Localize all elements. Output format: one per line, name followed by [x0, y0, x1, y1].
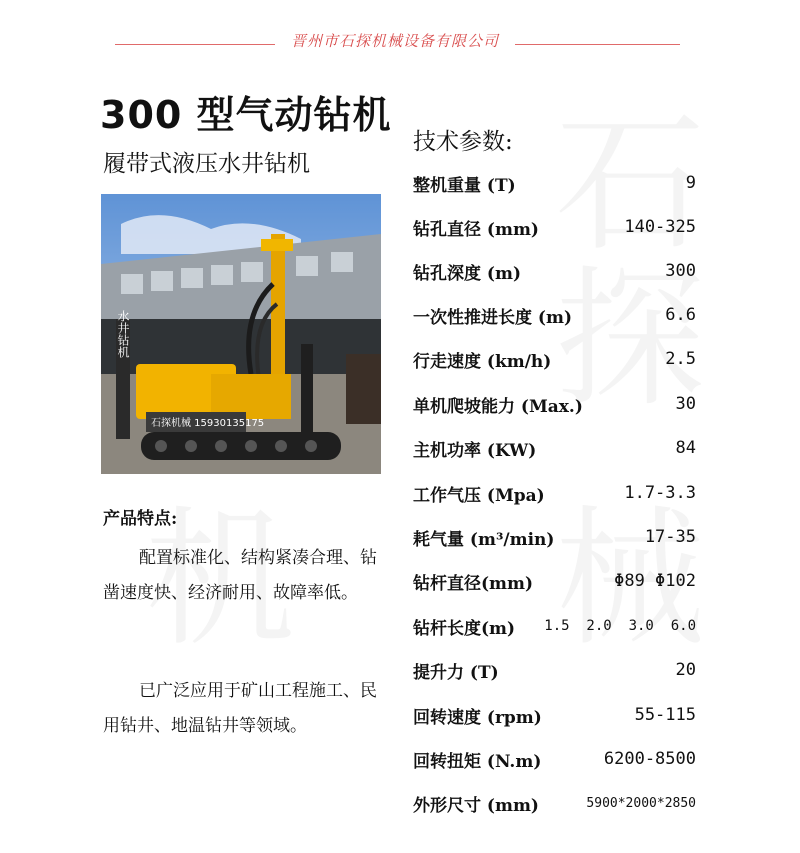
spec-value: 1.5 2.0 3.0 6.0 [544, 618, 696, 634]
spec-label: 主机功率 (KW) [413, 440, 537, 461]
spec-row [413, 344, 696, 374]
spec-value: 9 [685, 173, 696, 193]
spec-value: 30 [675, 394, 696, 414]
photo-plate-text: 石探机械 15930135175 [151, 418, 265, 429]
spec-value: 300 [665, 261, 696, 281]
spec-row [413, 566, 696, 596]
specs-heading: 技术参数: [413, 129, 513, 155]
spec-label: 单机爬坡能力 (Max.) [413, 396, 583, 417]
spec-value: 5900*2000*2850 [586, 795, 696, 811]
feature-paragraph: 配置标准化、结构紧凑合理、钻凿速度快、经济耐用、故障率低。 [103, 548, 377, 603]
spec-value: Φ89 Φ102 [614, 571, 696, 591]
spec-value: 20 [675, 660, 696, 680]
product-subtitle: 履带式液压水井钻机 [103, 151, 310, 177]
spec-label: 提升力 (T) [413, 662, 499, 683]
spec-label: 行走速度 (km/h) [413, 351, 552, 372]
spec-value: 6.6 [665, 305, 696, 325]
product-title: 300 型气动钻机 [100, 93, 392, 137]
photo-side-text: 水井钻机 [116, 310, 130, 358]
spec-row [413, 300, 696, 330]
spec-value: 2.5 [665, 349, 696, 369]
spec-label: 外形尺寸 (mm) [413, 795, 539, 816]
spec-row [413, 744, 696, 774]
spec-label: 钻孔深度 (m) [413, 263, 521, 284]
spec-label: 钻杆长度(m) [413, 618, 516, 639]
header-rule-left [115, 44, 275, 45]
spec-value: 84 [675, 438, 696, 458]
spec-row [413, 168, 696, 198]
spec-label: 整机重量 (T) [413, 175, 516, 196]
spec-row [413, 655, 696, 685]
spec-value: 6200-8500 [603, 749, 696, 769]
spec-label: 钻杆直径(mm) [413, 573, 534, 594]
company-name: 晋州市石探机械设备有限公司 [290, 32, 499, 50]
feature-paragraph: 已广泛应用于矿山工程施工、民用钻井、地温钻井等领域。 [103, 681, 377, 736]
spec-value: 55-115 [634, 705, 696, 725]
features-heading: 产品特点: [103, 509, 178, 529]
spec-label: 回转速度 (rpm) [413, 707, 542, 728]
spec-row [413, 212, 696, 242]
spec-row [413, 389, 696, 419]
spec-row [413, 256, 696, 286]
spec-label: 回转扭矩 (N.m) [413, 751, 542, 772]
spec-row [413, 478, 696, 508]
product-photo [101, 194, 381, 474]
spec-row [413, 522, 696, 552]
spec-label: 耗气量 (m³/min) [413, 529, 555, 550]
spec-row [413, 433, 696, 463]
header-rule-right [515, 44, 680, 45]
spec-label: 钻孔直径 (mm) [413, 219, 539, 240]
spec-label: 工作气压 (Mpa) [413, 485, 545, 506]
spec-label: 一次性推进长度 (m) [413, 307, 572, 328]
spec-value: 1.7-3.3 [624, 483, 696, 503]
spec-value: 140-325 [624, 217, 696, 237]
spec-row [413, 611, 696, 641]
spec-row [413, 700, 696, 730]
spec-value: 17-35 [644, 527, 696, 547]
spec-row [413, 788, 696, 818]
